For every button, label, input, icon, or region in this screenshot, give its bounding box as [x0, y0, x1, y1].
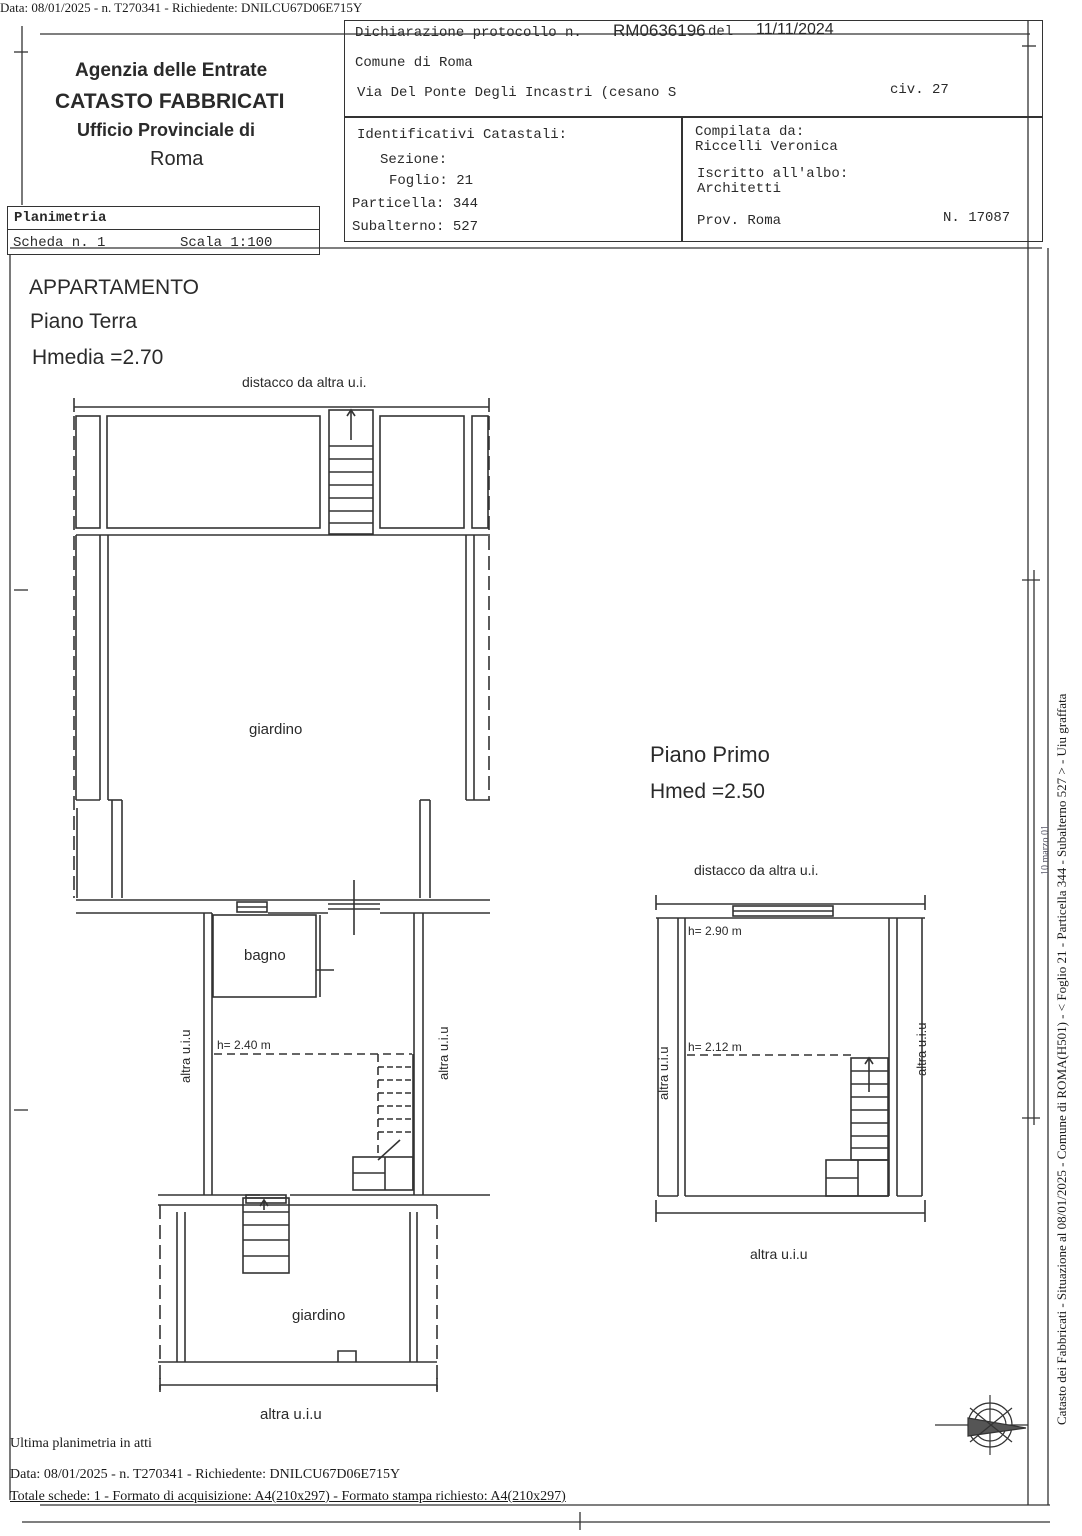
agency-line4: Roma: [150, 148, 204, 170]
address: Via Del Ponte Degli Incastri (cesano S: [357, 85, 677, 101]
label-altra-bottom-2: altra u.i.u: [750, 1246, 808, 1262]
protocol-number: RM0636196: [613, 21, 706, 40]
particella: Particella: 344: [352, 196, 479, 212]
identificativi-title: Identificativi Catastali:: [357, 127, 568, 143]
label-h290: h= 2.90 m: [688, 924, 742, 938]
scala: Scala 1:100: [180, 235, 273, 251]
agency-line2: CATASTO FABBRICATI: [55, 90, 285, 113]
protocol-date: 11/11/2024: [756, 21, 834, 38]
unit-title: APPARTAMENTO: [29, 276, 199, 299]
hmedia-label: Hmedia =2.70: [32, 346, 164, 369]
footer-data: Data: 08/01/2025 - n. T270341 - Richiedente: DNILCU67D06E715Y: [10, 1467, 401, 1482]
hmed-label: Hmed =2.50: [650, 780, 765, 803]
label-h240: h= 2.40 m: [217, 1038, 271, 1052]
albo-number: N. 17087: [943, 210, 1011, 226]
piano-terra-label: Piano Terra: [30, 310, 138, 333]
scheda: Scheda n. 1: [13, 235, 106, 251]
piano-primo-label: Piano Primo: [650, 742, 770, 767]
label-altra-right-1: altra u.i.u: [436, 1026, 451, 1080]
label-altra-left-2: altra u.i.u: [656, 1046, 671, 1100]
prov: Prov. Roma: [697, 213, 782, 229]
side-catasto-text: Catasto dei Fabbricati - Situazione al 08/01/2025 - Comune di ROMA(H501) - < Foglio 21 - Particella 344 - Subalterno 527 > - Uiu graffata: [1054, 693, 1069, 1425]
label-h212: h= 2.12 m: [688, 1040, 742, 1054]
side-stamp: 10 marzo 01: [1040, 825, 1051, 875]
label-altra-bottom-1: altra u.i.u: [260, 1406, 322, 1423]
label-distacco-1: distacco da altra u.i.: [242, 374, 367, 390]
foglio: Foglio: 21: [389, 173, 474, 189]
label-giardino-1: giardino: [249, 721, 303, 738]
albo: Architetti: [697, 181, 782, 197]
compilata-name: Riccelli Veronica: [695, 139, 838, 155]
label-altra-left-1: altra u.i.u: [178, 1029, 193, 1083]
protocol-del: del: [708, 24, 734, 40]
civ: civ. 27: [890, 82, 949, 98]
footer-ultima: Ultima planimetria in atti: [10, 1436, 152, 1451]
label-giardino-2: giardino: [292, 1307, 346, 1324]
label-bagno: bagno: [244, 947, 286, 964]
label-altra-right-2: altra u.i.u: [914, 1022, 929, 1076]
comune: Comune di Roma: [355, 55, 473, 71]
agency-line1: Agenzia delle Entrate: [75, 60, 268, 81]
top-header: Data: 08/01/2025 - n. T270341 - Richiedente: DNILCU67D06E715Y: [0, 0, 363, 15]
subalterno: Subalterno: 527: [352, 219, 479, 235]
footer-totale: Totale schede: 1 - Formato di acquisizione: A4(210x297) - Formato stampa richiesto: A4(210x297): [10, 1489, 566, 1504]
iscritto-label: Iscritto all'albo:: [697, 166, 849, 182]
compilata-label: Compilata da:: [695, 124, 805, 140]
label-distacco-2: distacco da altra u.i.: [694, 862, 819, 878]
planimetria-label: Planimetria: [14, 210, 107, 226]
protocol-label: Dichiarazione protocollo n.: [355, 25, 582, 41]
agency-line3: Ufficio Provinciale di: [77, 120, 256, 140]
sezione: Sezione:: [380, 152, 448, 168]
